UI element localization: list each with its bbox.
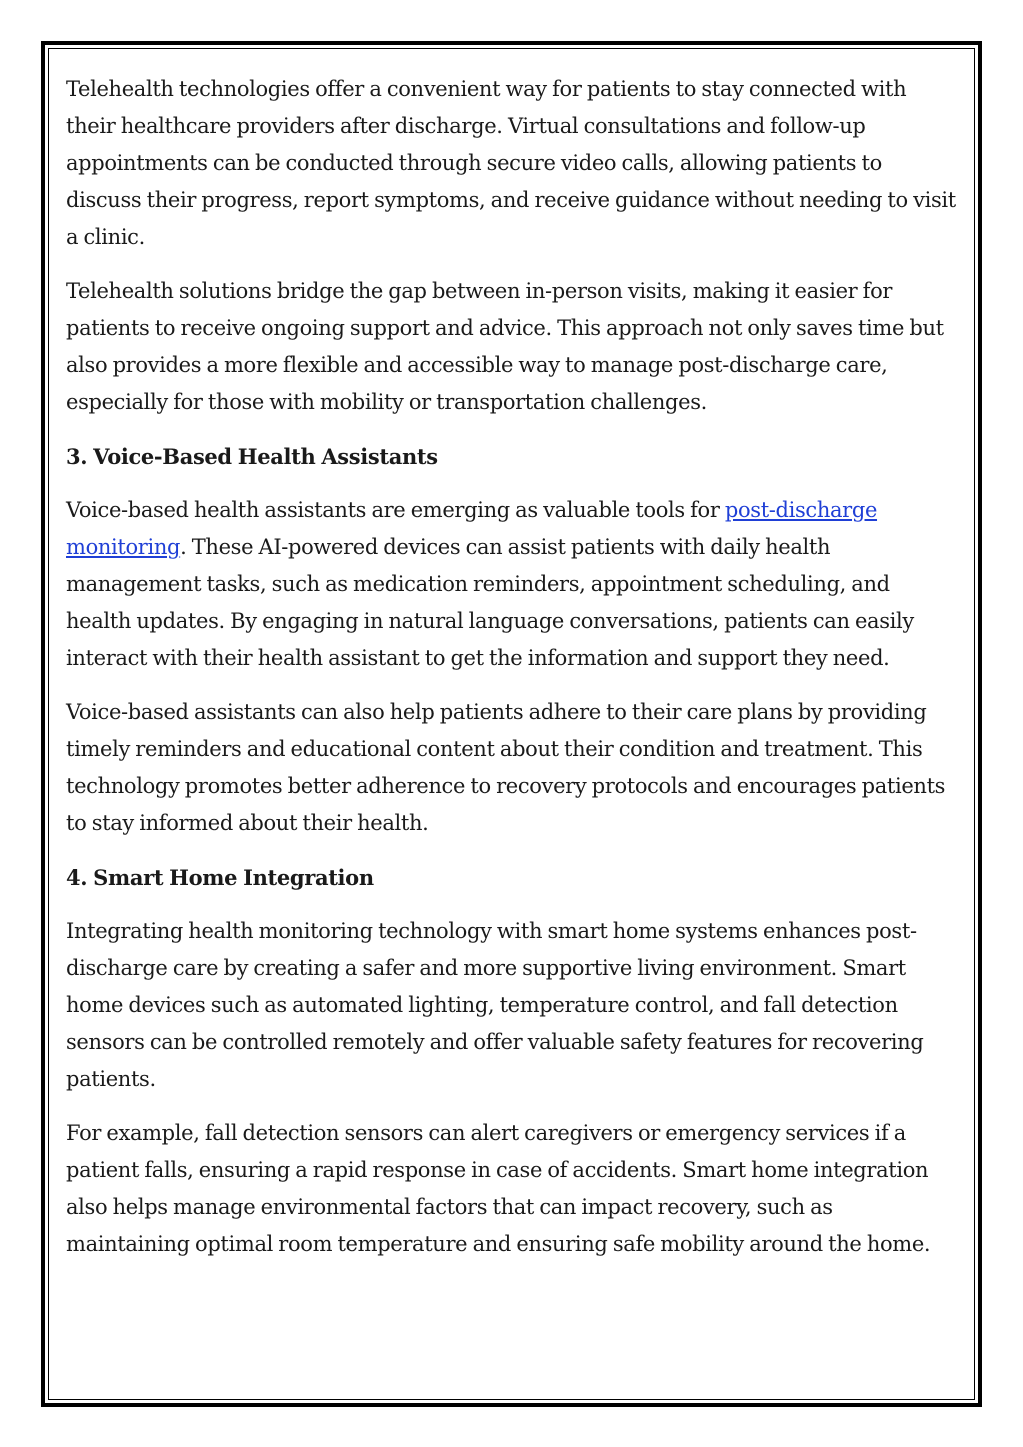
page-inner-border (48, 48, 975, 1400)
heading-voice-assistants: 3. Voice-Based Health Assistants (66, 444, 438, 469)
paragraph-text-before-link: Voice-based health assistants are emerging as valuable tools for (66, 498, 725, 522)
document-body (66, 71, 956, 1263)
paragraph-telehealth-intro: Telehealth technologies offer a convenient way for patients to stay connected with their healthcare providers after discharge. Virtual consultations and follow-up appointments can be conducted through secure video calls, allowing patients to discuss their progress, report symptoms, and receive guidance without needing to visit a clinic. (66, 77, 956, 249)
paragraph-smart-home-example: For example, fall detection sensors can alert caregivers or emergency services if a patient falls, ensuring a rapid response in case of accidents. Smart home integration also helps manage environmental factors that can impact recovery, such as maintaining optimal room temperature and ensuring safe mobility around the home. (66, 1121, 931, 1256)
paragraph-text-after-link: . These AI-powered devices can assist patients with daily health management tasks, such as medication reminders, appointment scheduling, and health updates. By engaging in natural language conversations, patients can easily interact with their health assistant to get the information and support they need. (66, 535, 914, 670)
page-border (41, 41, 982, 1407)
heading-smart-home: 4. Smart Home Integration (66, 865, 374, 890)
paragraph-voice-assistants-adherence: Voice-based assistants can also help patients adhere to their care plans by providing timely reminders and educational content about their condition and treatment. This technology promotes better adherence to recovery protocols and encourages patients to stay informed about their health. (66, 700, 946, 835)
paragraph-smart-home-intro: Integrating health monitoring technology with smart home systems enhances post-discharge care by creating a safer and more supportive living environment. Smart home devices such as automated lighting, temperature control, and fall detection sensors can be controlled remotely and offer valuable safety features for recovering patients. (66, 919, 924, 1091)
paragraph-voice-assistants-intro (66, 492, 956, 677)
paragraph-telehealth-benefits: Telehealth solutions bridge the gap between in-person visits, making it easier for patients to receive ongoing support and advice. This approach not only saves time but also provides a more flexible and accessible way to manage post-discharge care, especially for those with mobility or transportation challenges. (66, 279, 944, 414)
post-discharge-monitoring-link[interactable]: post-discharge monitoring (66, 498, 878, 559)
